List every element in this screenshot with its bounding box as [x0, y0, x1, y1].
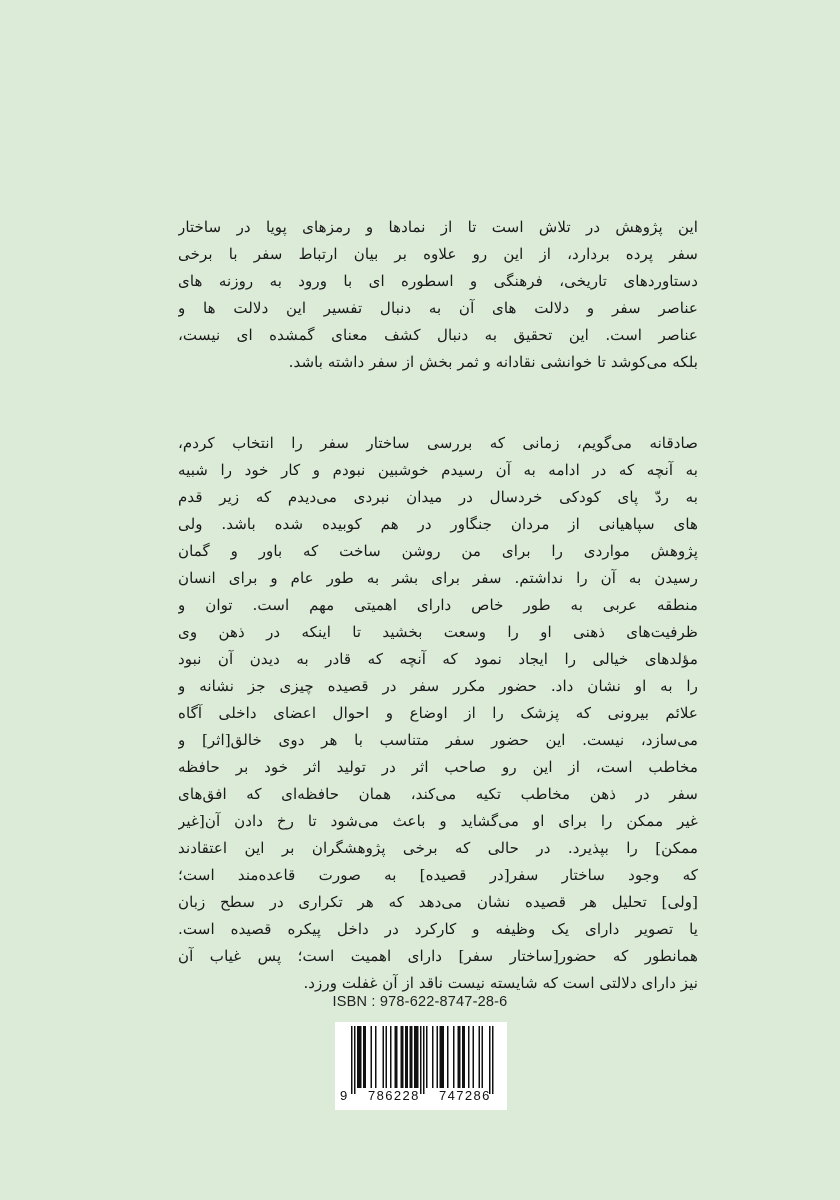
barcode-bar: [371, 1026, 373, 1088]
barcode-bar: [357, 1026, 359, 1088]
text-line: پژوهش مواردی را برای من روشن ساخت که باور و گمان: [178, 542, 698, 560]
text-line: که وجود ساختار سفر[در قصیده] به صورت قاعده‌مند است؛: [178, 866, 698, 884]
barcode-bar: [402, 1026, 404, 1088]
barcode-bar: [459, 1026, 461, 1088]
text-line: همانطور که حضور[ساختار سفر] دارای اهمیت است؛ پس غیاب آن: [178, 947, 698, 965]
barcode-bar: [360, 1026, 362, 1088]
barcode-bar: [383, 1026, 385, 1088]
barcode-bar: [492, 1026, 494, 1094]
barcode-bar: [432, 1026, 434, 1088]
barcode-bar: [395, 1026, 397, 1088]
barcode-bar: [489, 1026, 491, 1094]
barcode-bar: [423, 1026, 425, 1094]
text-line: رسیدن به آن را نداشتم. سفر برای بشر به طور عام و برای انسان: [178, 569, 698, 587]
text-line: ممکن] را بپذیرد. در حالی که برخی پژوهشگران بر این اعتقادند: [178, 839, 698, 857]
text-line: صادقانه می‌گویم، زمانی که بررسی ساختار سفر را انتخاب کردم،: [178, 434, 698, 452]
text-line: عناصر است. این تحقیق به دنبال کشف معنای گمشده ای نیست،: [178, 326, 698, 344]
barcode-bar: [420, 1026, 422, 1094]
description-paragraph: [178, 214, 698, 376]
barcode-bar: [462, 1026, 464, 1088]
barcode-bar: [468, 1026, 470, 1088]
barcode-right-digits: 747286: [439, 1088, 491, 1103]
barcode-bar: [447, 1026, 449, 1088]
barcode-bar: [473, 1026, 475, 1088]
barcode-bar: [458, 1026, 460, 1088]
text-line: این پژوهش در تلاش است تا از نمادها و رمزهای پویا در ساختار: [178, 218, 698, 236]
text-line: بلکه می‌کوشد تا خوانشی نقادانه و ثمر بخش از سفر داشته باشد.: [288, 353, 698, 371]
barcode-bar: [426, 1026, 428, 1088]
text-line: غیر ممکن را برای او می‌گشاید و باعث می‌شود تا رخ دادن آن[غیر: [178, 812, 698, 830]
barcode-bar: [405, 1026, 407, 1088]
barcode-bar: [416, 1026, 418, 1088]
text-line: عناصر سفر و دلالت های آن به دنبال تفسیر این دلالت ها و: [178, 299, 698, 317]
barcode-bar: [386, 1026, 388, 1088]
barcode-bar: [453, 1026, 455, 1088]
barcode-bar: [363, 1026, 365, 1088]
barcode-bar: [396, 1026, 398, 1088]
text-line: را به او نشان داد. حضور مکرر سفر در قصیده چیزی جز نشانه و: [178, 677, 698, 695]
text-line: [ولی] تحلیل هر قصیده نشان می‌دهد که هر تکراری در سطح زبان: [178, 893, 698, 911]
barcode-bar: [414, 1026, 416, 1088]
barcode-bar: [375, 1026, 377, 1088]
text-line: به ردّ پای کودکی خردسال در میدان نبردی می‌دیدم که زیر قدم: [178, 488, 698, 506]
barcode-left-digits: 786228: [368, 1088, 420, 1103]
text-line: مؤلدهای خیالی را ایجاد نمود که آنچه که قادر به دیدن آن نبود: [178, 650, 698, 668]
text-line: منطقه عربی به طور خاص دارای اهمیتی مهم است. توان و: [178, 596, 698, 614]
barcode-bar: [401, 1026, 403, 1088]
isbn-label: ISBN : 978-622-8747-28-6: [332, 994, 508, 1010]
text-line: دستاوردهای تاریخی، فرهنگی و اسطوره ای با ورود به روزنه های: [178, 272, 698, 290]
text-line: سفر در ذهن مخاطب تکیه می‌کند، همان حافظه‌ای که افق‌های: [178, 785, 698, 803]
barcode-bar: [482, 1026, 484, 1088]
barcode-bar: [354, 1026, 356, 1094]
barcode-lead-digit: 9: [340, 1088, 348, 1103]
barcode-bar: [410, 1026, 412, 1088]
text-line: سفر پرده بردارد، از این رو علاوه بر بیان ارتباط سفر با برخی: [178, 245, 698, 263]
barcode-bar: [437, 1026, 439, 1088]
barcode-bar: [411, 1026, 413, 1088]
barcode-bar: [441, 1026, 443, 1088]
text-line: نیز دارای دلالتی است که شایسته نیست ناقد از آن غفلت ورزد.: [303, 974, 698, 992]
barcode-bar: [464, 1026, 466, 1088]
barcode-bar: [407, 1026, 409, 1088]
text-line: مخاطب است، از این رو صاحب اثر در تولید اثر خود بر حافظه: [178, 758, 698, 776]
barcode-bar: [417, 1026, 419, 1088]
text-line: یا تصویر دارای یک وظیفه و کارکرد در داخل پیکره قصیده است.: [178, 920, 698, 938]
barcode-bar: [351, 1026, 353, 1094]
author-statement-paragraph: [178, 430, 698, 997]
barcode-bar: [390, 1026, 392, 1088]
text-line: می‌سازد، نیست. این حضور سفر متناسب با هر دوی خالق[اثر] و: [178, 731, 698, 749]
text-line: به آنچه که در ادامه به آن رسیدم خوشبین نبودم و کار خود را شبیه: [178, 461, 698, 479]
text-line: ظرفیت‌های ذهنی او را وسعت بخشید تا اینکه در ذهن وی: [178, 623, 698, 641]
barcode-bar: [365, 1026, 367, 1088]
barcode-bar: [440, 1026, 442, 1088]
text-line: های سپاهیانی از مردان جنگاور در هم کوبیده شده باشد. ولی: [178, 515, 698, 533]
barcode: [335, 1022, 507, 1110]
barcode-bar: [479, 1026, 481, 1088]
barcode-bar: [443, 1026, 445, 1088]
text-line: علائم بیرونی که پزشک را از اوضاع و احوال اعضای داخلی آگاه: [178, 704, 698, 722]
barcode-bar: [359, 1026, 361, 1088]
